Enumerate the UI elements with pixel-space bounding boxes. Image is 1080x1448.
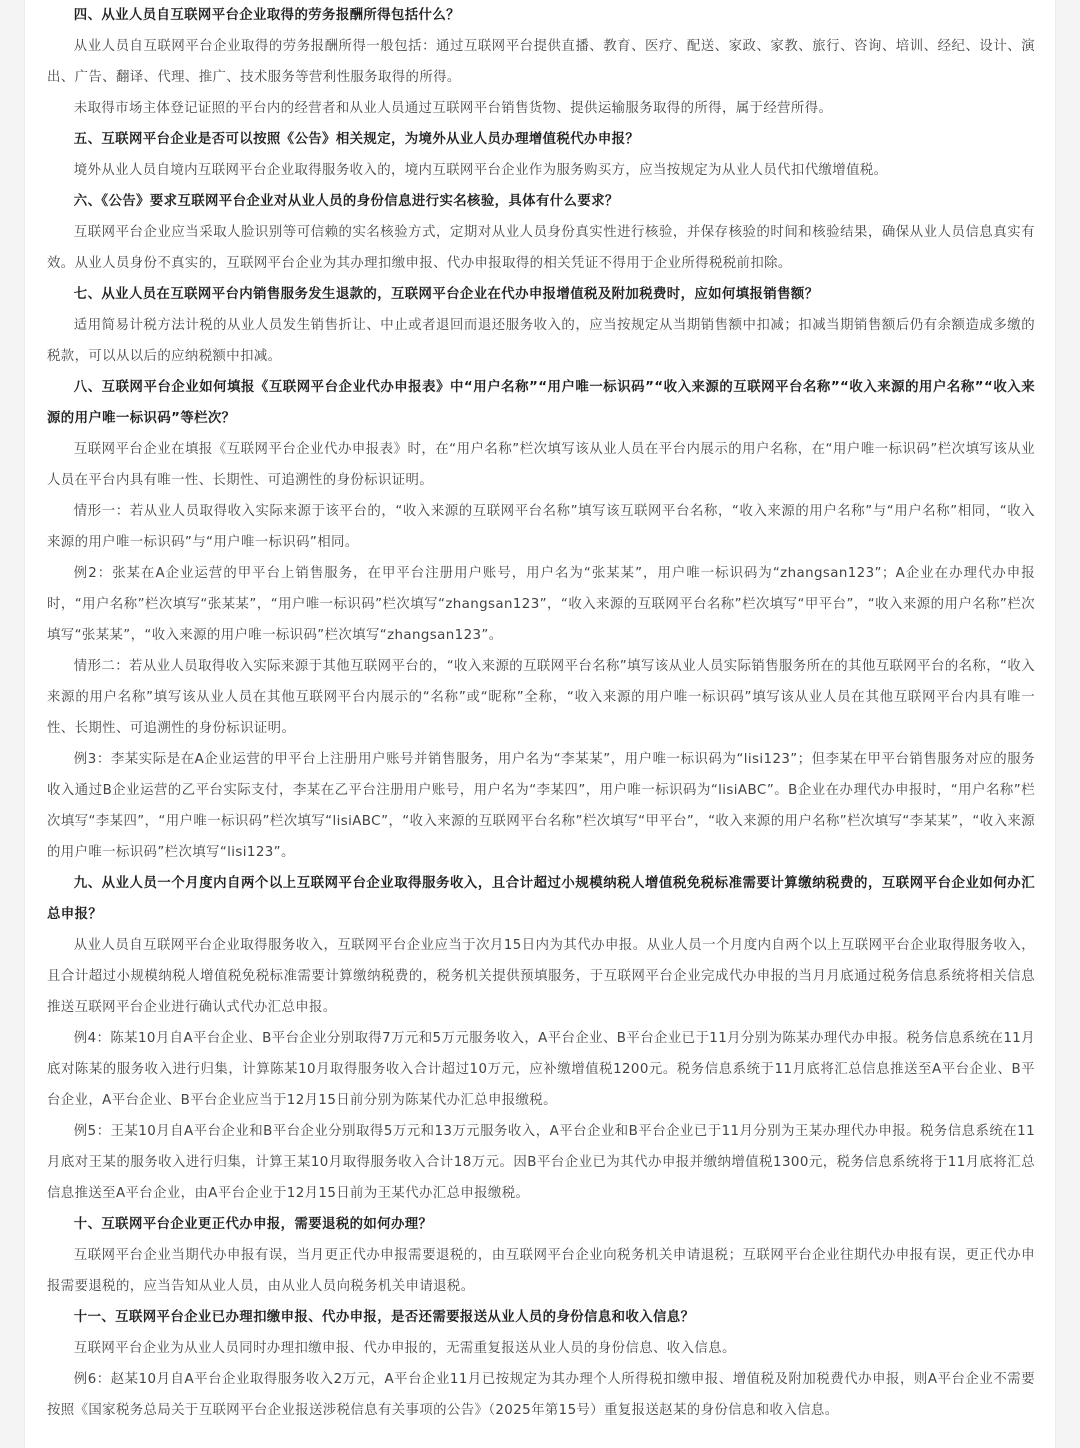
example-paragraph: 例2：张某在A企业运营的甲平台上销售服务，在甲平台注册用户账号，用户名为“张某某”，用户唯一标识码为“zhangsan123”；A企业在办理代办申报时，“用户名称”栏次填写“张某某”，“用户唯一标识码”栏次填写“zhangsan123”，“收入来源的互联网平台名称”栏次填写“甲平台”，“收入来源的用户名称”栏次填写“张某某”，“收入来源的用户唯一标识码”栏次填写“zhangsan123”。 (47, 566, 1035, 643)
section-heading: 十一、互联网平台企业已办理扣缴申报、代办申报，是否还需要报送从业人员的身份信息和收入信息？ (73, 1310, 695, 1325)
section-heading: 八、互联网平台企业如何填报《互联网平台企业代办申报表》中“用户名称”“用户唯一标识码”“收入来源的互联网平台名称”“收入来源的用户名称”“收入来源的用户唯一标识码”等栏次？ (47, 380, 1035, 426)
paragraph: 互联网平台企业在填报《互联网平台企业代办申报表》时，在“用户名称”栏次填写该从业人员在平台内展示的用户名称，在“用户唯一标识码”栏次填写该从业人员在平台内具有唯一性、长期性、可追溯性的身份标识证明。 (47, 442, 1035, 488)
section-heading: 五、互联网平台企业是否可以按照《公告》相关规定，为境外从业人员办理增值税代办申报？ (73, 132, 640, 147)
paragraph: 情形二：若从业人员取得收入实际来源于其他互联网平台的，“收入来源的互联网平台名称”填写该从业人员实际销售服务所在的其他互联网平台的名称，“收入来源的用户名称”填写该从业人员在其他互联网平台内展示的“名称”或“昵称”全称，“收入来源的用户唯一标识码”填写该从业人员在其他互联网平台内具有唯一性、长期性、可追溯性的身份标识证明。 (47, 659, 1035, 736)
article-content (47, 0, 1035, 1426)
paragraph: 从业人员自互联网平台企业取得服务收入，互联网平台企业应当于次月15日内为其代办申报。从业人员一个月度内自两个以上互联网平台企业取得服务收入，且合计超过小规模纳税人增值税免税标准需要计算缴纳税费的，税务机关提供预填服务，于互联网平台企业完成代办申报的当月月底通过税务信息系统将相关信息推送互联网平台企业进行确认式代办汇总申报。 (47, 938, 1035, 1015)
section-heading: 九、从业人员一个月度内自两个以上互联网平台企业取得服务收入，且合计超过小规模纳税人增值税免税标准需要计算缴纳税费的，互联网平台企业如何办汇总申报？ (47, 876, 1035, 922)
paragraph: 适用简易计税方法计税的从业人员发生销售折让、中止或者退回而退还服务收入的，应当按规定从当期销售额中扣减；扣减当期销售额后仍有余额造成多缴的税款，可以从以后的应纳税额中扣减。 (47, 318, 1035, 364)
paragraph: 互联网平台企业当期代办申报有误，当月更正代办申报需要退税的，由互联网平台企业向税务机关申请退税；互联网平台企业往期代办申报有误，更正代办申报需要退税的，应当告知从业人员，由从业人员向税务机关申请退税。 (47, 1248, 1035, 1294)
paragraph: 互联网平台企业为从业人员同时办理扣缴申报、代办申报的，无需重复报送从业人员的身份信息、收入信息。 (73, 1341, 736, 1356)
example-paragraph: 例5：王某10月自A平台企业和B平台企业分别取得5万元和13万元服务收入，A平台企业和B平台企业已于11月分别为王某办理代办申报。税务信息系统在11月底对王某的服务收入进行归集，计算王某10月取得服务收入合计18万元。因B平台企业已为其代办申报并缴纳增值税1300元，税务信息系统将于11月底将汇总信息推送至A平台企业，由A平台企业于12月15日前为王某代办汇总申报缴税。 (47, 1124, 1035, 1201)
example-paragraph: 例4：陈某10月自A平台企业、B平台企业分别取得7万元和5万元服务收入，A平台企业、B平台企业已于11月分别为陈某办理代办申报。税务信息系统在11月底对陈某的服务收入进行归集，计算陈某10月取得服务收入合计超过10万元，应补缴增值税1200元。税务信息系统于11月底将汇总信息推送至A平台企业、B平台企业，A平台企业、B平台企业应当于12月15日前分别为陈某代办汇总申报缴税。 (47, 1031, 1035, 1108)
paragraph: 从业人员自互联网平台企业取得的劳务报酬所得一般包括：通过互联网平台提供直播、教育、医疗、配送、家政、家教、旅行、咨询、培训、经纪、设计、演出、广告、翻译、代理、推广、技术服务等营利性服务取得的所得。 (47, 39, 1035, 85)
example-paragraph: 例6：赵某10月自A平台企业取得服务收入2万元，A平台企业11月已按规定为其办理个人所得税扣缴申报、增值税及附加税费代办申报，则A平台企业不需要按照《国家税务总局关于互联网平台企业报送涉税信息有关事项的公告》（2025年第15号）重复报送赵某的身份信息和收入信息。 (47, 1372, 1035, 1418)
example-paragraph: 例3：李某实际是在A企业运营的甲平台上注册用户账号并销售服务，用户名为“李某某”，用户唯一标识码为“lisi123”；但李某在甲平台销售服务对应的服务收入通过B企业运营的乙平台实际支付，李某在乙平台注册用户账号，用户名为“李某四”，用户唯一标识码为“lisiABC”。B企业在办理代办申报时，“用户名称”栏次填写“李某四”，“用户唯一标识码”栏次填写“lisiABC”，“收入来源的互联网平台名称”栏次填写“甲平台”，“收入来源的用户名称”栏次填写“李某某”，“收入来源的用户唯一标识码”栏次填写“lisi123”。 (47, 752, 1035, 860)
paragraph: 互联网平台企业应当采取人脸识别等可信赖的实名核验方式，定期对从业人员身份真实性进行核验，并保存核验的时间和核验结果，确保从业人员信息真实有效。从业人员身份不真实的，互联网平台企业为其办理扣缴申报、代办申报取得的相关凭证不得用于企业所得税税前扣除。 (47, 225, 1035, 271)
section-heading: 四、从业人员自互联网平台企业取得的劳务报酬所得包括什么？ (73, 8, 460, 23)
paragraph: 未取得市场主体登记证照的平台内的经营者和从业人员通过互联网平台销售货物、提供运输服务取得的所得，属于经营所得。 (73, 101, 833, 116)
article-page (24, 0, 1056, 1448)
paragraph: 情形一：若从业人员取得收入实际来源于该平台的，“收入来源的互联网平台名称”填写该互联网平台名称，“收入来源的用户名称”与“用户名称”相同，“收入来源的用户唯一标识码”与“用户唯一标识码”相同。 (47, 504, 1035, 550)
paragraph: 境外从业人员自境内互联网平台企业取得服务收入的，境内互联网平台企业作为服务购买方，应当按规定为从业人员代扣代缴增值税。 (73, 163, 888, 178)
section-heading: 十、互联网平台企业更正代办申报，需要退税的如何办理？ (73, 1217, 433, 1232)
section-heading: 七、从业人员在互联网平台内销售服务发生退款的，互联网平台企业在代办申报增值税及附加税费时，应如何填报销售额？ (73, 287, 819, 302)
section-heading: 六、《公告》要求互联网平台企业对从业人员的身份信息进行实名核验，具体有什么要求？ (73, 194, 619, 209)
